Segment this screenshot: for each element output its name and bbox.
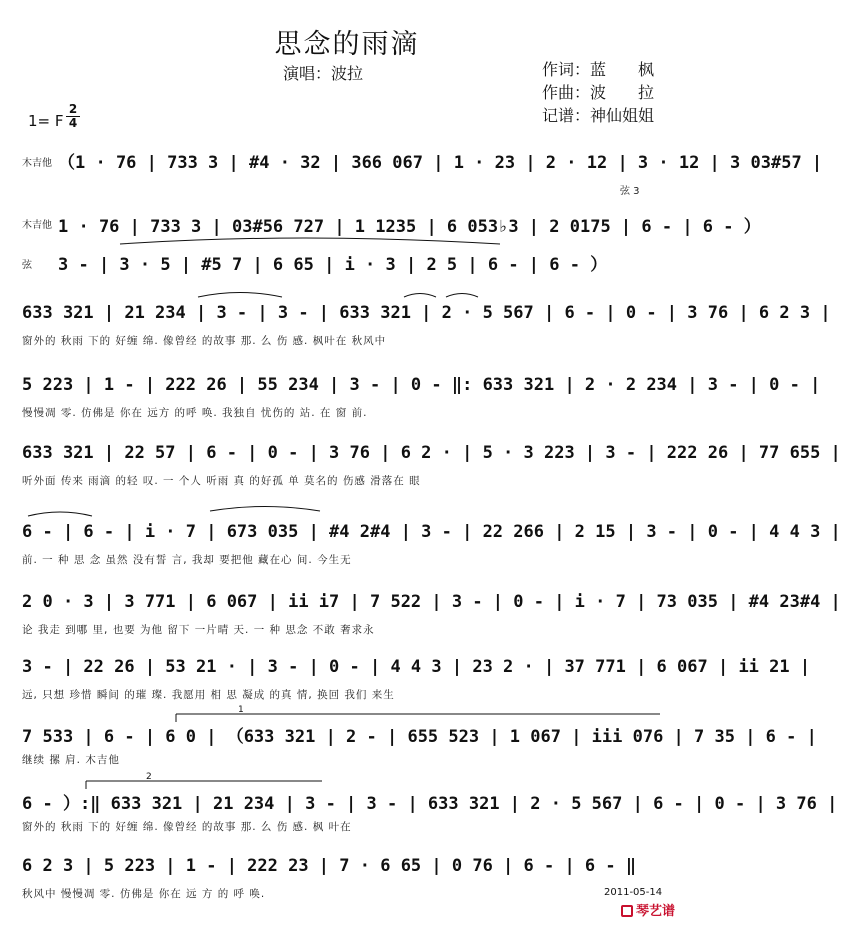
lyricist-credit: 作词：蓝 枫 [542, 60, 655, 79]
instrument-label: 木吉他 [22, 220, 52, 231]
instrument-label: 弦 [22, 260, 32, 271]
time-signature-top: 2 [68, 102, 78, 116]
slur-mark [210, 507, 320, 512]
notation-line: 6 - ）:‖ 633 321 | 21 234 | 3 - | 3 - | 633 321 | 2 · 5 567 | 6 - | 0 - | 3 76 | [22, 794, 838, 814]
slur-mark [446, 294, 478, 298]
site-logo [621, 900, 675, 919]
key-signature: 1= F [28, 112, 64, 130]
slur-mark [120, 238, 500, 244]
lyrics-line: 远, 只想 珍惜 瞬间 的璀 璨. 我愿用 相 思 凝成 的真 情, 换回 我们 来生 [22, 689, 395, 701]
notation-line: 1 · 76 | 733 3 | 03#56 727 | 1 1235 | 6 053♭3 | 2 0175 | 6 - | 6 - ） [58, 217, 761, 237]
notation-line: 3 - | 3 · 5 | #5 7 | 6 65 | i · 3 | 2 5 | 6 - | 6 - ） [58, 255, 608, 275]
lyrics-line: 窗外的 秋雨 下的 好缠 绵. 像曾经 的故事 那. 么 伤 感. 枫 叶在 [22, 821, 352, 833]
date-stamp: 2011-05-14 [604, 887, 663, 898]
notation-line: 3 - | 22 26 | 53 21 · | 3 - | 0 - | 4 4 3 | 23 2 · | 37 771 | 6 067 | ii 21 | [22, 657, 811, 677]
time-signature-bottom: 4 [66, 116, 80, 130]
notation-line: 633 321 | 21 234 | 3 - | 3 - | 633 321 | 2 · 5 567 | 6 - | 0 - | 3 76 | 6 2 3 | [22, 303, 831, 323]
notation-line: 5 223 | 1 - | 222 26 | 55 234 | 3 - | 0 - ‖: 633 321 | 2 · 2 234 | 3 - | 0 - | [22, 375, 821, 395]
notation-line: （1 · 76 | 733 3 | #4 · 32 | 366 067 | 1 · 23 | 2 · 12 | 3 · 12 | 3 03#57 | [58, 153, 823, 173]
transcriber-credit: 记谱：神仙姐姐 [542, 106, 655, 125]
composer-credit: 作曲：波 拉 [542, 83, 655, 102]
ending-number: 2 [146, 772, 152, 782]
notation-line: 6 2 3 | 5 223 | 1 - | 222 23 | 7 · 6 65 | 0 76 | 6 - | 6 - ‖ [22, 856, 637, 876]
slur-mark [198, 293, 282, 298]
site-name: 琴艺谱 [636, 904, 676, 919]
slur-mark [404, 294, 436, 298]
lyrics-line: 慢慢凋 零. 仿佛是 你在 远方 的呼 唤. 我独自 忧伤的 站. 在 窗 前. [22, 407, 368, 419]
lyrics-line: 前. 一 种 思 念 虽然 没有誓 言, 我却 要把他 藏在心 间. 今生无 [22, 554, 352, 566]
logo-icon [621, 905, 633, 917]
lyrics-line: 窗外的 秋雨 下的 好缠 绵. 像曾经 的故事 那. 么 伤 感. 枫叶在 秋风中 [22, 335, 387, 347]
notation-line: 633 321 | 22 57 | 6 - | 0 - | 3 76 | 6 2 · | 5 · 3 223 | 3 - | 222 26 | 77 655 | [22, 443, 841, 463]
instrument-label: 木吉他 [22, 158, 52, 169]
instrument-label: 弦 3 [620, 186, 640, 197]
lyrics-line: 秋风中 慢慢凋 零. 仿佛是 你在 远 方 的 呼 唤. [22, 888, 266, 900]
lyrics-line: 听外面 传来 雨滴 的轻 叹. 一 个人 听雨 真 的好孤 单 莫名的 伤感 滑落在 眼 [22, 475, 421, 487]
slur-mark [28, 512, 92, 516]
singer-credit: 演唱：波拉 [283, 64, 364, 83]
ending-number: 1 [238, 705, 244, 715]
notation-line: 7 533 | 6 - | 6 0 | （633 321 | 2 - | 655 523 | 1 067 | iii 076 | 7 35 | 6 - | [22, 727, 817, 747]
song-title: 思念的雨滴 [274, 29, 420, 60]
notation-line: 2 0 · 3 | 3 771 | 6 067 | ii i7 | 7 522 | 3 - | 0 - | i · 7 | 73 035 | #4 23#4 | [22, 592, 841, 612]
notation-line: 6 - | 6 - | i · 7 | 673 035 | #4 2#4 | 3 - | 22 266 | 2 15 | 3 - | 0 - | 4 4 3 | [22, 522, 841, 542]
lyrics-line: 继续 摞 肩. 木吉他 [22, 754, 120, 766]
lyrics-line: 论 我走 到哪 里, 也要 为他 留下 一片晴 天. 一 种 思念 不敢 奢求永 [22, 624, 375, 636]
